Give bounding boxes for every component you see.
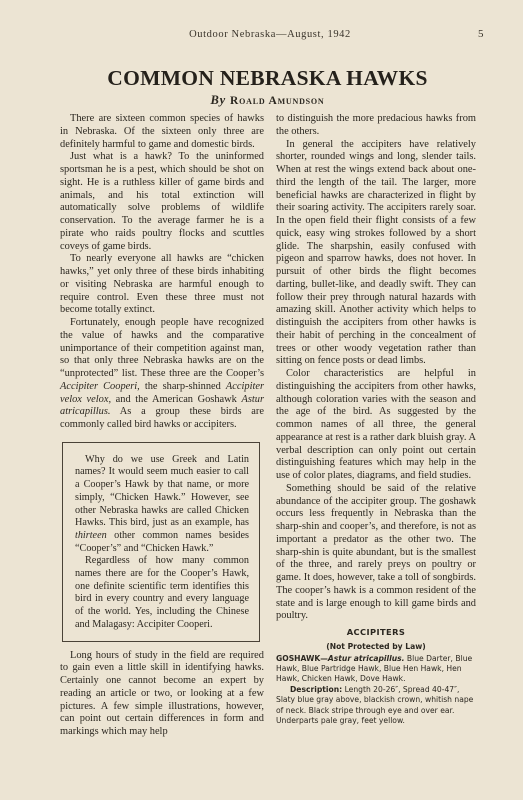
goshawk-entry xyxy=(276,654,476,685)
species-aliases: Blue Darter, Blue Hawk, Blue Partridge Hawk, Blue Hen Hawk, Hen Hawk, Chicken Hawk, Dove Hawk. xyxy=(276,653,473,684)
paragraph: Just what is a hawk? To the uninformed sportsman he is a pest, which should be shot on sight. He is a ruthless killer of game birds and animals, and his total extinction will automatically solve problems of wildlife conservation. To the average farmer he is a pirate who raids poultry flocks and scuttles coveys of game birds. xyxy=(60,151,264,252)
paragraph: There are sixteen common species of hawks in Nebraska. Of the sixteen only three are definitely harmful to game and domestic birds. xyxy=(60,113,264,150)
text-run: Fortunately, enough people have recognized the value of hawks and the comparative unimportance of their competition against man, so that only three Nebraska hawks are on the “unprotected” list. These three are the Cooper’s xyxy=(60,317,264,379)
sidebar-box xyxy=(62,442,260,642)
paragraph: To nearly everyone all hawks are “chicken hawks,” yet only three of these birds inhabiting or visiting Nebraska are harmful enough to require control. Even these three must not become totally extinct. xyxy=(60,253,264,316)
text-run: As a group these birds are commonly called bird hawks or accipiters. xyxy=(60,406,264,430)
paragraph: Long hours of study in the field are required to gain even a little skill in identifying hawks. Certainly one cannot become an expert by reading an article or two, or looking at a few pictures. A few simple illustrations, however, can point out certain differences in form and markings which may help xyxy=(60,649,264,738)
paragraph: to distinguish the more predacious hawks from the others. xyxy=(276,113,476,137)
latin-name: Astur atricapillus. xyxy=(60,393,265,418)
accipiters-subheading: (Not Protected by Law) xyxy=(326,641,426,651)
paragraph: Something should be said of the relative abundance of the accipiter group. The goshawk occurs less frequently in Nebraska than the sharp-shin and cooper’s, and therefore, is not as important a predator as the other two. The sharp-shin is quite abundant, but is the smallest of the three, and rarely preys on poultry or game. It does, however, take a toll of songbirds. The cooper’s hawk is a common resident of the state and is large enough to kill game birds and poultry. xyxy=(276,482,476,622)
description-text: Length 20-26″, Spread 40-47″, Slaty blue gray above, blackish crown, whitish nape of neck. Black stripe through eye and over ear. Underparts pale gray, feet yellow. xyxy=(276,684,474,725)
species-name: GOSHAWK— xyxy=(276,653,328,663)
species-latin: Astur atricapillus. xyxy=(327,653,405,663)
text-run: and the American Goshawk xyxy=(111,393,242,405)
accipiters-heading: ACCIPITERS xyxy=(346,627,406,637)
text-run: other common names besides “Cooper’s” and “Chicken Hawk.” xyxy=(75,529,249,554)
emphasis: thirteen xyxy=(75,529,107,541)
sidebar-paragraph: Regardless of how many common names there are for the Cooper’s Hawk, one definite scientific term identifies this bird in every country and every language of the world. Yes, including the Chinese and Malagasy: Accipiter Cooperi. xyxy=(75,555,249,630)
article-title: COMMON NEBRASKA HAWKS xyxy=(107,66,428,90)
right-column xyxy=(276,113,476,726)
left-column xyxy=(60,113,264,739)
paragraph xyxy=(60,317,264,432)
byline-prefix: By xyxy=(210,93,226,107)
goshawk-description xyxy=(276,685,476,727)
byline xyxy=(130,93,405,108)
paragraph: Color characteristics are helpful in distinguishing the accipiters from other hawks, although coloration varies with the season and the age of the bird. As suggested by the common names of all three, the general appearance at rest is a rather dark bluish gray. A verbal description can only point out certain distinguishing features which may help in the use of color plates, diagrams, and field studies. xyxy=(276,368,476,481)
text-run: the sharp-shinned xyxy=(139,380,226,392)
latin-name: Accipiter velox velox, xyxy=(60,380,265,405)
page-number: 5 xyxy=(478,28,484,40)
running-head: Outdoor Nebraska—August, 1942 xyxy=(189,29,351,40)
sidebar-paragraph xyxy=(75,454,249,556)
paragraph: In general the accipiters have relatively shorter, rounded wings and long, slender tails. When at rest the wings extend back about one-third the length of the tail. The larger, more beneficial hawks are characterized in flight by their soaring activity. The accipiters rarely soar. In the open field their flight consists of a few quick, easy wing strokes followed by a short glide. The sharpshin, easily confused with pigeon and sparrow hawks, does not hover. In pursuit of other birds the flight becomes darting, bullet-like, and deadly swift. They can follow their prey through natural hazards with amazing skill. Another activity which helps to distinguish the accipiters from other hawks is their habit of perching in the concealment of trees or other woody vegetation rather than sitting on fence posts or dead limbs. xyxy=(276,138,476,367)
byline-author: Roald Amundson xyxy=(230,95,325,107)
latin-name: Accipiter Cooperi, xyxy=(60,380,140,392)
text-run: Why do we use Greek and Latin names? It would seem much easier to call a Cooper’s Hawk by that name, or more simply, “Chicken Hawk.” However, see other Nebraska hawks are called Chicken Hawks. This bird, just as an example, has xyxy=(75,453,249,529)
description-label: Description: xyxy=(290,684,343,694)
